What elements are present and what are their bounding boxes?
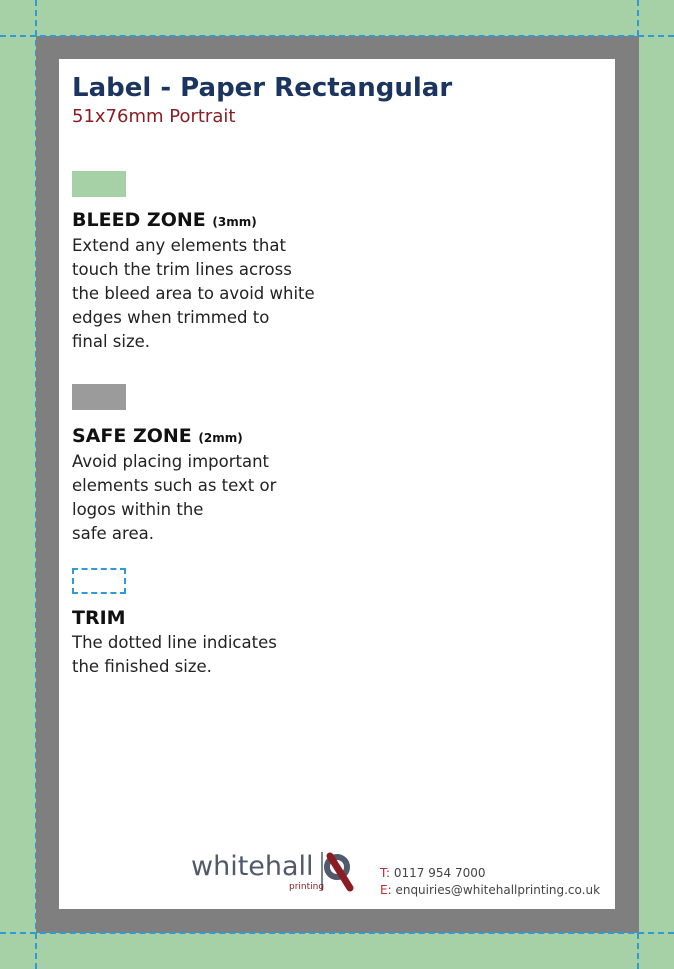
trim-swatch [72, 568, 126, 594]
bleed-zone-swatch [72, 171, 126, 197]
text-line: final size. [72, 332, 151, 351]
safe-zone-title: SAFE ZONE [72, 425, 192, 447]
contact-phone [380, 865, 600, 882]
bleed-zone-size: (3mm) [212, 215, 257, 229]
text-line: The dotted line indicates [72, 633, 277, 652]
text-line: Avoid placing important [72, 452, 270, 471]
text-line: touch the trim lines across [72, 260, 292, 279]
trim-line-bottom [0, 932, 674, 934]
text-line: safe area. [72, 524, 154, 543]
safe-zone-description [72, 450, 332, 546]
whitehall-logo [191, 852, 354, 892]
label-page [59, 59, 615, 909]
email-address: enquiries@whitehallprinting.co.uk [395, 883, 601, 897]
email-key: E: [380, 883, 392, 897]
trim-heading: TRIM [72, 607, 126, 629]
text-line: logos within the [72, 500, 204, 519]
safe-zone-heading [72, 425, 243, 447]
bleed-zone-description [72, 234, 332, 354]
page-title: Label - Paper Rectangular [72, 73, 453, 103]
page-subtitle: 51x76mm Portrait [72, 106, 236, 127]
safe-zone-swatch [72, 384, 126, 410]
brand-subtitle: printing [289, 882, 325, 892]
trim-description [72, 631, 332, 679]
contact-email [380, 882, 600, 899]
phone-key: T: [380, 866, 391, 880]
text-line: Extend any elements that [72, 236, 286, 255]
contact-info [380, 865, 600, 899]
text-line: the finished size. [72, 657, 212, 676]
text-line: edges when trimmed to [72, 308, 270, 327]
phone-number: 0117 954 7000 [393, 866, 486, 880]
text-line: elements such as text or [72, 476, 277, 495]
bleed-zone-title: BLEED ZONE [72, 209, 206, 231]
logo-mark-icon [320, 850, 354, 892]
brand-name: whitehall [191, 851, 314, 882]
text-line: the bleed area to avoid white [72, 284, 315, 303]
safe-zone-size: (2mm) [198, 431, 243, 445]
trim-line-top [0, 35, 674, 37]
bleed-zone-heading [72, 209, 257, 231]
